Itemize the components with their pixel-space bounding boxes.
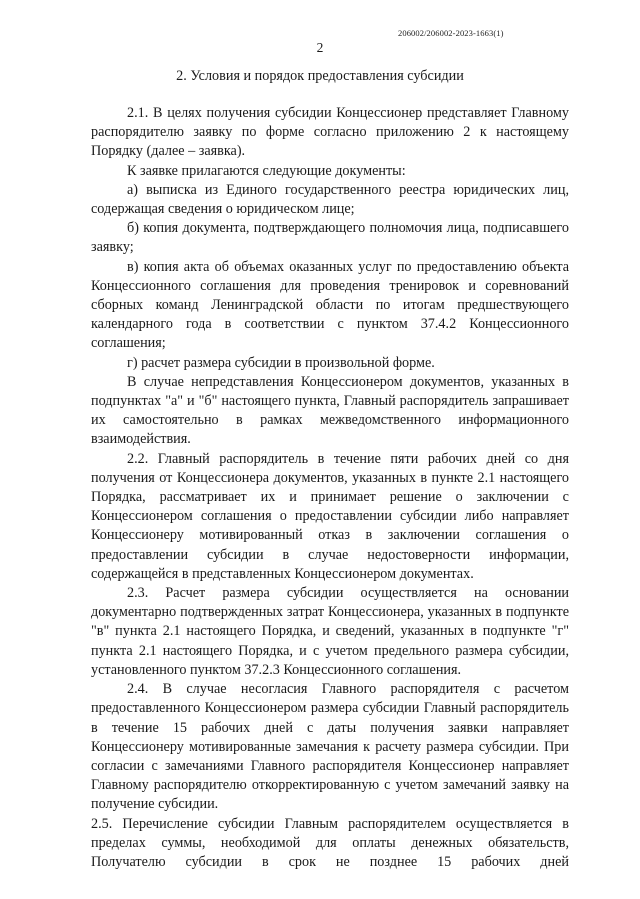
list-item-a: а) выписка из Единого государственного реестра юридических лиц, содержащая сведения о юридическом лице; — [91, 181, 569, 218]
document-id: 206002/206002-2023-1663(1) — [398, 28, 504, 38]
list-item-g: г) расчет размера субсидии в произвольной форме. — [127, 354, 435, 371]
paragraph-2-4: 2.4. В случае несогласия Главного распорядителя с расчетом предоставленного Концессионером размера субсидии Главный распорядитель в течение 15 рабочих дней с даты получения заявки направляет Концессионеру мотивированные замечания к расчету размера субсидии. При согласии с замечаниями Главного распорядителя Концессионер направляет Главному распорядителю откорректированную с учетом замечаний заявку на получение субсидии. — [91, 681, 569, 813]
paragraph-nonsubmission: В случае непредставления Концессионером документов, указанных в подпунктах "а" и "б" настоящего пункта, Главный распорядитель запрашивает их самостоятельно в рамках межведомственного информационного взаимодействия. — [91, 373, 569, 448]
list-item-v: в) копия акта об объемах оказанных услуг по предоставлению объекта Концессионного соглашения для проведения тренировок и соревнований сборных команд Ленинградской области по итогам предшествующего календарного года в соответствии с пунктом 37.4.2 Концессионного соглашения; — [91, 258, 569, 352]
document-body — [91, 104, 569, 872]
paragraph-attachments-intro: К заявке прилагаются следующие документы: — [127, 162, 406, 179]
page-number: 2 — [316, 40, 324, 55]
paragraph-2-2: 2.2. Главный распорядитель в течение пяти рабочих дней со дня получения от Концессионера документов, указанных в пункте 2.1 настоящего Порядка, рассматривает их и принимает решение о заключении с Концессионером соглашения о предоставлении субсидии либо направляет Концессионеру мотивированный отказ в заключении соглашения о предоставлении субсидии в случае недостоверности информации, содержащейся в представленных Концессионером документах. — [91, 450, 569, 582]
paragraph-2-3: 2.3. Расчет размера субсидии осуществляется на основании документарно подтвержденных затрат Концессионера, указанных в подпункте "в" пункта 2.1 настоящего Порядка, и сведений, указанных в подпункте "г" пункта 2.1 настоящего Порядка, и с учетом предельного размера субсидии, установленного пунктом 37.2.3 Концессионного соглашения. — [91, 585, 569, 678]
paragraph-2-1: 2.1. В целях получения субсидии Концессионер представляет Главному распорядителю заявку по форме согласно приложению 2 к настоящему Порядку (далее – заявка). — [91, 105, 569, 160]
paragraph-2-5: 2.5. Перечисление субсидии Главным распорядителем осуществляется в пределах суммы, необходимой для оплаты денежных обязательств, Получателю субсидии в срок не позднее 15 рабочих дней — [91, 815, 569, 870]
list-item-b: б) копия документа, подтверждающего полномочия лица, подписавшего заявку; — [91, 220, 569, 256]
section-heading: 2. Условия и порядок предоставления субсидии — [176, 68, 464, 84]
